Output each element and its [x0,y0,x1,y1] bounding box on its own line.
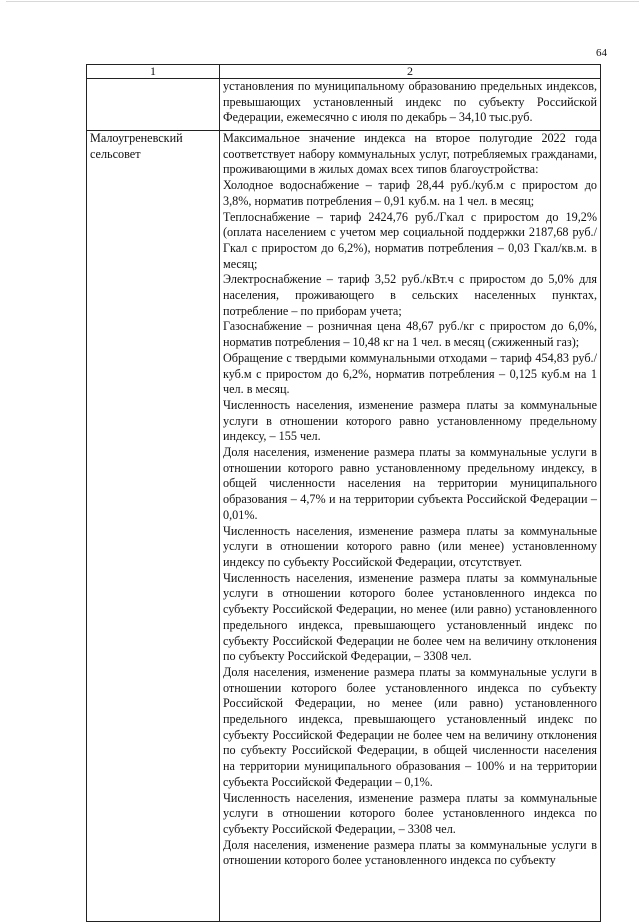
paragraph: Обращение с твердыми коммунальными отходами – тариф 454,83 руб./куб.м с приростом до 6,2%, норматив потребления – 0,125 куб.м на 1 чел. в месяц. [223,350,597,397]
page-number: 64 [596,47,607,59]
top-rule [6,1,639,2]
description-cell [220,79,601,131]
paragraph: Электроснабжение – тариф 3,52 руб./кВт.ч с приростом до 5,0% для населения, проживающего в сельских населенных пунктах, потребление – по приборам учета; [223,272,597,318]
paragraph: Холодное водоснабжение – тариф 28,44 руб./куб.м с приростом до 3,8%, норматив потребления – 0,91 куб.м. на 1 чел. в месяц; [223,178,597,208]
paragraph: Доля населения, изменение размера платы за коммунальные услуги в отношении которого равно установленному предельному индексу, в общей численности населения на территории муниципального образования – 4,7% и на территории субъекта Российской Федерации – 0,01%. [223,445,597,522]
paragraph: Доля населения, изменение размера платы за коммунальные услуги в отношении которого более установленного индекса по субъекту [223,837,597,868]
paragraph: Максимальное значение индекса на второе полугодие 2022 года соответствует набору коммунальных услуг, потребляемых гражданами, проживающими в жилых домах всех типов благоустройства: [223,131,597,177]
paragraph: Теплоснабжение – тариф 2424,76 руб./Гкал с приростом до 19,2% (оплата населением с учетом мер социальной поддержки 2187,68 руб./Гкал с приростом до 6,2%), норматив потребления – 0,03 Гкал/кв.м. в месяц; [223,209,597,271]
municipality-cell [87,79,220,131]
header-cell-2: 2 [220,65,601,79]
paragraph: Численность населения, изменение размера платы за коммунальные услуги в отношении которого более установленного индекса по субъекту Российской Федерации, – 3308 чел. [223,790,597,836]
description-cell [220,131,601,922]
table-row [87,131,601,922]
paragraph: установления по муниципальному образованию предельных индексов, превышающих установленный индекс по субъекту Российской Федерации, ежемесячно с июля по декабрь – 34,10 тыс.руб. [223,79,597,125]
paragraph: Численность населения, изменение размера платы за коммунальные услуги в отношении которого более установленного индекса по субъекту Российской Федерации, но менее (или равно) установленного предельного индекса, превышающего установленный индекс по субъекту Российской Федерации не более чем на величину отклонения по субъекту Российской Федерации, – 3308 чел. [223,570,597,664]
paragraph: Газоснабжение – розничная цена 48,67 руб./кг с приростом до 6,0%, норматив потребления – 10,48 кг на 1 чел. в месяц (сжиженный газ); [223,319,597,350]
paragraph: Численность населения, изменение размера платы за коммунальные услуги в отношении которого равно установленному предельному индексу, – 155 чел. [223,397,597,444]
header-cell-1: 1 [87,65,220,79]
municipality-cell: Малоугреневский сельсовет [87,131,220,922]
table-row [87,79,601,131]
paragraph: Доля населения, изменение размера платы за коммунальные услуги в отношении которого более установленного индекса по субъекту Российской Федерации, но менее (или равно) установленного предельного индекса, превышающего установленный индекс по субъекту Российской Федерации не более чем на величину отклонения по субъекту Российской Федерации, в общей численности населения на территории муниципального образования – 100% и на территории субъекта Российской Федерации – 0,1%. [223,664,597,789]
document-table [86,64,601,922]
paragraph: Численность населения, изменение размера платы за коммунальные услуги в отношении которого равно (или менее) установленному индексу по субъекту Российской Федерации, отсутствует. [223,523,597,569]
table-header-row [87,65,601,79]
